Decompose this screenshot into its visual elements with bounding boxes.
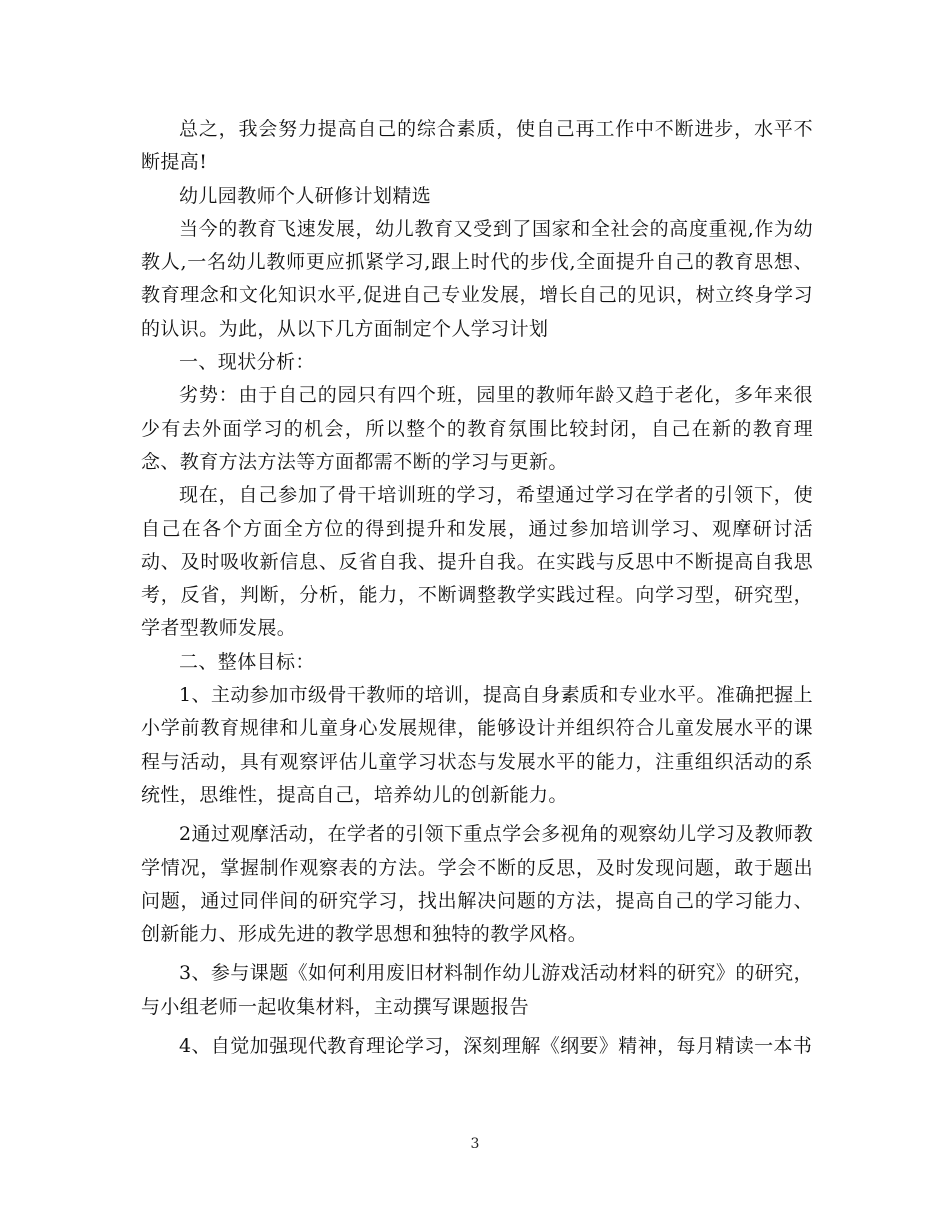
goal-item-2: 2通过观摩活动，在学者的引领下重点学会多视角的观察幼儿学习及教师教学情况，掌握制作观察表的方法。学会不断的反思，及时发现问题，敢于题出问题，通过同伴间的研究学习，找出解决问题的方法，提高自己的学习能力、创新能力、形成先进的教学思想和独特的教学风格。: [141, 823, 813, 946]
goal-item-3: 3、参与课题《如何利用废旧材料制作幼儿游戏活动材料的研究》的研究，与小组老师一起收集材料，主动撰写课题报告: [141, 962, 813, 1018]
paragraph-summary: 总之，我会努力提高自己的综合素质，使自己再工作中不断进步，水平不断提高!: [141, 118, 813, 174]
paragraph-weakness: 劣势：由于自己的园只有四个班，园里的教师年龄又趋于老化，多年来很少有去外面学习的机会，所以整个的教育氛围比较封闭，自己在新的教育理念、教育方法方法等方面都需不断的学习与更新。: [141, 384, 813, 473]
goal-item-4: 4、自觉加强现代教育理论学习，深刻理解《纲要》精神，每月精读一本书: [179, 1035, 813, 1058]
goal-item-1: 1、主动参加市级骨干教师的培训，提高自身素质和专业水平。准确把握上小学前教育规律和儿童身心发展规律，能够设计并组织符合儿童发展水平的课程与活动，具有观察评估儿童学习状态与发展水平的能力，注重组织活动的系统性，思维性，提高自己，培养幼儿的创新能力。: [141, 684, 813, 806]
paragraph-current: 现在，自己参加了骨干培训班的学习，希望通过学习在学者的引领下，使自己在各个方面全方位的得到提升和发展，通过参加培训学习、观摩研讨活动、及时吸收新信息、反省自我、提升自我。在实践与反思中不断提高自我思考，反省，判断，分析，能力，不断调整教学实践过程。向学习型，研究型，学者型教师发展。: [141, 484, 813, 640]
heading-status-analysis: 一、现状分析：: [179, 351, 315, 374]
heading-overall-goal: 二、整体目标：: [179, 650, 315, 673]
document-body: [141, 113, 813, 1063]
page-number: 3: [470, 1136, 480, 1152]
paragraph-intro: 当今的教育飞速发展，幼儿教育又受到了国家和全社会的高度重视,作为幼教人,一名幼儿教师更应抓紧学习,跟上时代的步伐,全面提升自己的教育思想、教育理念和文化知识水平,促进自己专业发展，增长自己的见识，树立终身学习的认识。为此，从以下几方面制定个人学习计划: [141, 217, 813, 340]
section-title: 幼儿园教师个人研修计划精选: [179, 184, 432, 207]
